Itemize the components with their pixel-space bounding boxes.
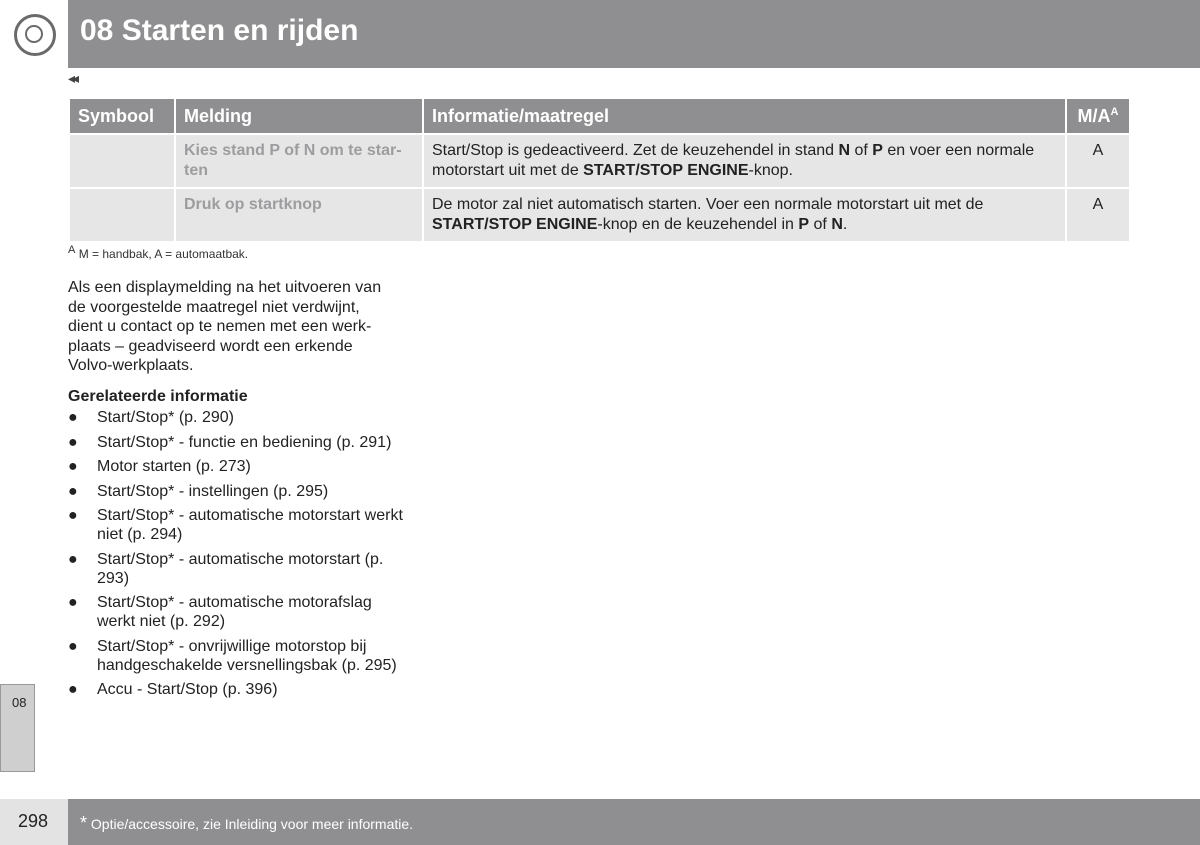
info-cell: De motor zal niet automatisch starten. Voer een normale motorstart uit met de START/STOP ENGINE-knop en de keuzehendel in P of N. (424, 189, 1065, 241)
page-footer (0, 799, 1200, 845)
footnote-marker: A (1110, 105, 1119, 118)
footer-note (80, 813, 413, 834)
footnote-text: M = handbak, A = automaatbak. (78, 247, 249, 261)
symbool-cell (70, 189, 174, 241)
ma-cell: A (1067, 135, 1129, 187)
ma-cell: A (1067, 189, 1129, 241)
footer-note-text: Optie/accessoire, zie Inleiding voor meer informatie. (90, 816, 414, 832)
asterisk-icon: * (80, 813, 88, 833)
chapter-side-tab[interactable] (0, 684, 35, 772)
chapter-header (0, 0, 1200, 68)
chapter-title: 08 Starten en rijden (80, 14, 359, 47)
page-number-box (0, 799, 68, 845)
table-row (70, 189, 1129, 241)
body-paragraph: Als een displaymelding na het uitvoeren van de voorgestelde maatregel niet verdwijnt, dient u contact op te nemen met een werk-plaats – geadviseerd wordt een erkende Volvo-werkplaats. (68, 279, 382, 374)
bullet-icon: ● (68, 458, 78, 475)
logo-box (0, 0, 68, 68)
list-item[interactable]: ● Start/Stop* - automatische motorstart (p. 293) (68, 550, 384, 587)
col-header-ma-label: M/A (1077, 105, 1111, 126)
list-item[interactable]: ● Accu - Start/Stop (p. 396) (68, 681, 278, 698)
col-header-ma (1067, 99, 1129, 133)
melding-cell: Druk op startknop (176, 189, 422, 241)
related-info-title: Gerelateerde informatie (68, 388, 248, 405)
bullet-icon: ● (68, 681, 78, 698)
list-item[interactable]: ● Start/Stop* - automatische motorafslag werkt niet (p. 292) (68, 594, 372, 630)
table-row (70, 135, 1129, 187)
list-item[interactable]: ● Motor starten (p. 273) (68, 458, 251, 475)
list-item[interactable]: ● Start/Stop* - instellingen (p. 295) (68, 482, 329, 500)
bullet-icon: ● (68, 550, 78, 568)
symbool-cell (70, 135, 174, 187)
back-arrows-icon[interactable]: ◂◂ (68, 70, 77, 86)
list-item[interactable]: ● Start/Stop* - functie en bediening (p. 291) (68, 433, 392, 451)
list-item[interactable]: ● Start/Stop* - onvrijwillige motorstop bij handgeschakelde versnellingsbak (p. 295) (68, 637, 397, 674)
bullet-icon: ● (68, 409, 78, 426)
side-tab-label: 08 (12, 695, 27, 710)
steering-wheel-icon (14, 14, 56, 56)
footnote-marker: A (68, 244, 76, 256)
col-header-informatie: Informatie/maatregel (424, 99, 1065, 133)
col-header-symbool: Symbool (70, 99, 174, 133)
message-table (68, 97, 1131, 243)
page-number: 298 (18, 811, 49, 831)
bullet-icon: ● (68, 482, 78, 500)
table-footnote (68, 244, 248, 261)
list-item[interactable]: ● Start/Stop* (p. 290) (68, 409, 234, 426)
bullet-icon: ● (68, 433, 78, 451)
col-header-melding: Melding (176, 99, 422, 133)
melding-cell: Kies stand P of N om te star-ten (176, 135, 422, 187)
bullet-icon: ● (68, 637, 78, 655)
info-cell: Start/Stop is gedeactiveerd. Zet de keuzehendel in stand N of P en voer een normale motorstart uit met de START/STOP ENGINE-knop. (424, 135, 1065, 187)
bullet-icon: ● (68, 507, 78, 524)
bullet-icon: ● (68, 594, 78, 611)
list-item[interactable]: ● Start/Stop* - automatische motorstart werkt niet (p. 294) (68, 507, 403, 543)
related-info-list (68, 408, 408, 705)
